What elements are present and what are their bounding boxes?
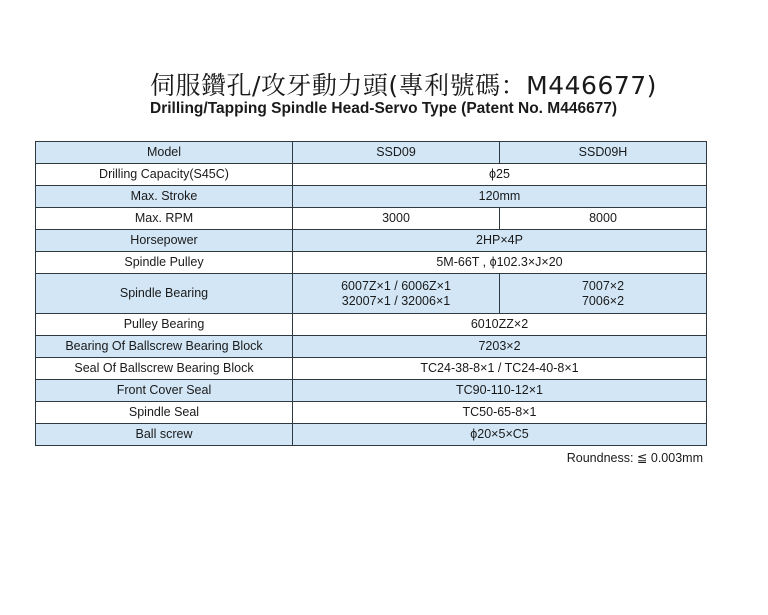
table-row: [36, 402, 707, 424]
row-value-ssd09h: 8000: [500, 208, 707, 230]
table-row: [36, 230, 707, 252]
header-ssd09: SSD09: [293, 142, 500, 164]
row-value: 2HP×4P: [293, 230, 707, 252]
row-label: Pulley Bearing: [36, 314, 293, 336]
row-label: Max. Stroke: [36, 186, 293, 208]
row-value: ϕ25: [293, 164, 707, 186]
row-label: Seal Of Ballscrew Bearing Block: [36, 358, 293, 380]
table-row: [36, 358, 707, 380]
row-value: 120mm: [293, 186, 707, 208]
row-label: Drilling Capacity(S45C): [36, 164, 293, 186]
page-title-chinese: 伺服鑽孔/攻牙動力頭(專利號碼：M446677): [150, 71, 657, 100]
spec-table: [35, 141, 707, 446]
row-value: 6010ZZ×2: [293, 314, 707, 336]
table-row: [36, 208, 707, 230]
row-value: 7203×2: [293, 336, 707, 358]
bearing-line-2: 32007×1 / 32006×1: [341, 293, 451, 308]
roundness-note: Roundness: ≦ 0.003mm: [566, 451, 703, 465]
row-value-ssd09: [293, 274, 500, 314]
header-ssd09h: SSD09H: [500, 142, 707, 164]
row-value-ssd09h: [500, 274, 707, 314]
table-header-row: [36, 142, 707, 164]
bearing-line-1: 6007Z×1 / 6006Z×1: [341, 278, 451, 293]
page-title-english: Drilling/Tapping Spindle Head-Servo Type (Patent No. M446677): [150, 100, 618, 117]
header-model-label: Model: [36, 142, 293, 164]
row-label: Max. RPM: [36, 208, 293, 230]
row-label: Front Cover Seal: [36, 380, 293, 402]
row-value: TC50-65-8×1: [293, 402, 707, 424]
table-row: [36, 380, 707, 402]
table-row: [36, 274, 707, 314]
table-row: [36, 186, 707, 208]
row-label: Horsepower: [36, 230, 293, 252]
row-label: Spindle Bearing: [36, 274, 293, 314]
row-label: Spindle Seal: [36, 402, 293, 424]
table-row: [36, 314, 707, 336]
row-label: Spindle Pulley: [36, 252, 293, 274]
row-value-ssd09: 3000: [293, 208, 500, 230]
row-value: 5M-66T , ϕ102.3×J×20: [293, 252, 707, 274]
row-value: TC24-38-8×1 / TC24-40-8×1: [293, 358, 707, 380]
row-value: TC90-110-12×1: [293, 380, 707, 402]
table-row: [36, 252, 707, 274]
bearing-line-2: 7006×2: [581, 293, 625, 308]
table-row: [36, 424, 707, 446]
row-label: Bearing Of Ballscrew Bearing Block: [36, 336, 293, 358]
table-row: [36, 336, 707, 358]
table-row: [36, 164, 707, 186]
row-value: ϕ20×5×C5: [293, 424, 707, 446]
row-label: Ball screw: [36, 424, 293, 446]
bearing-line-1: 7007×2: [581, 278, 625, 293]
